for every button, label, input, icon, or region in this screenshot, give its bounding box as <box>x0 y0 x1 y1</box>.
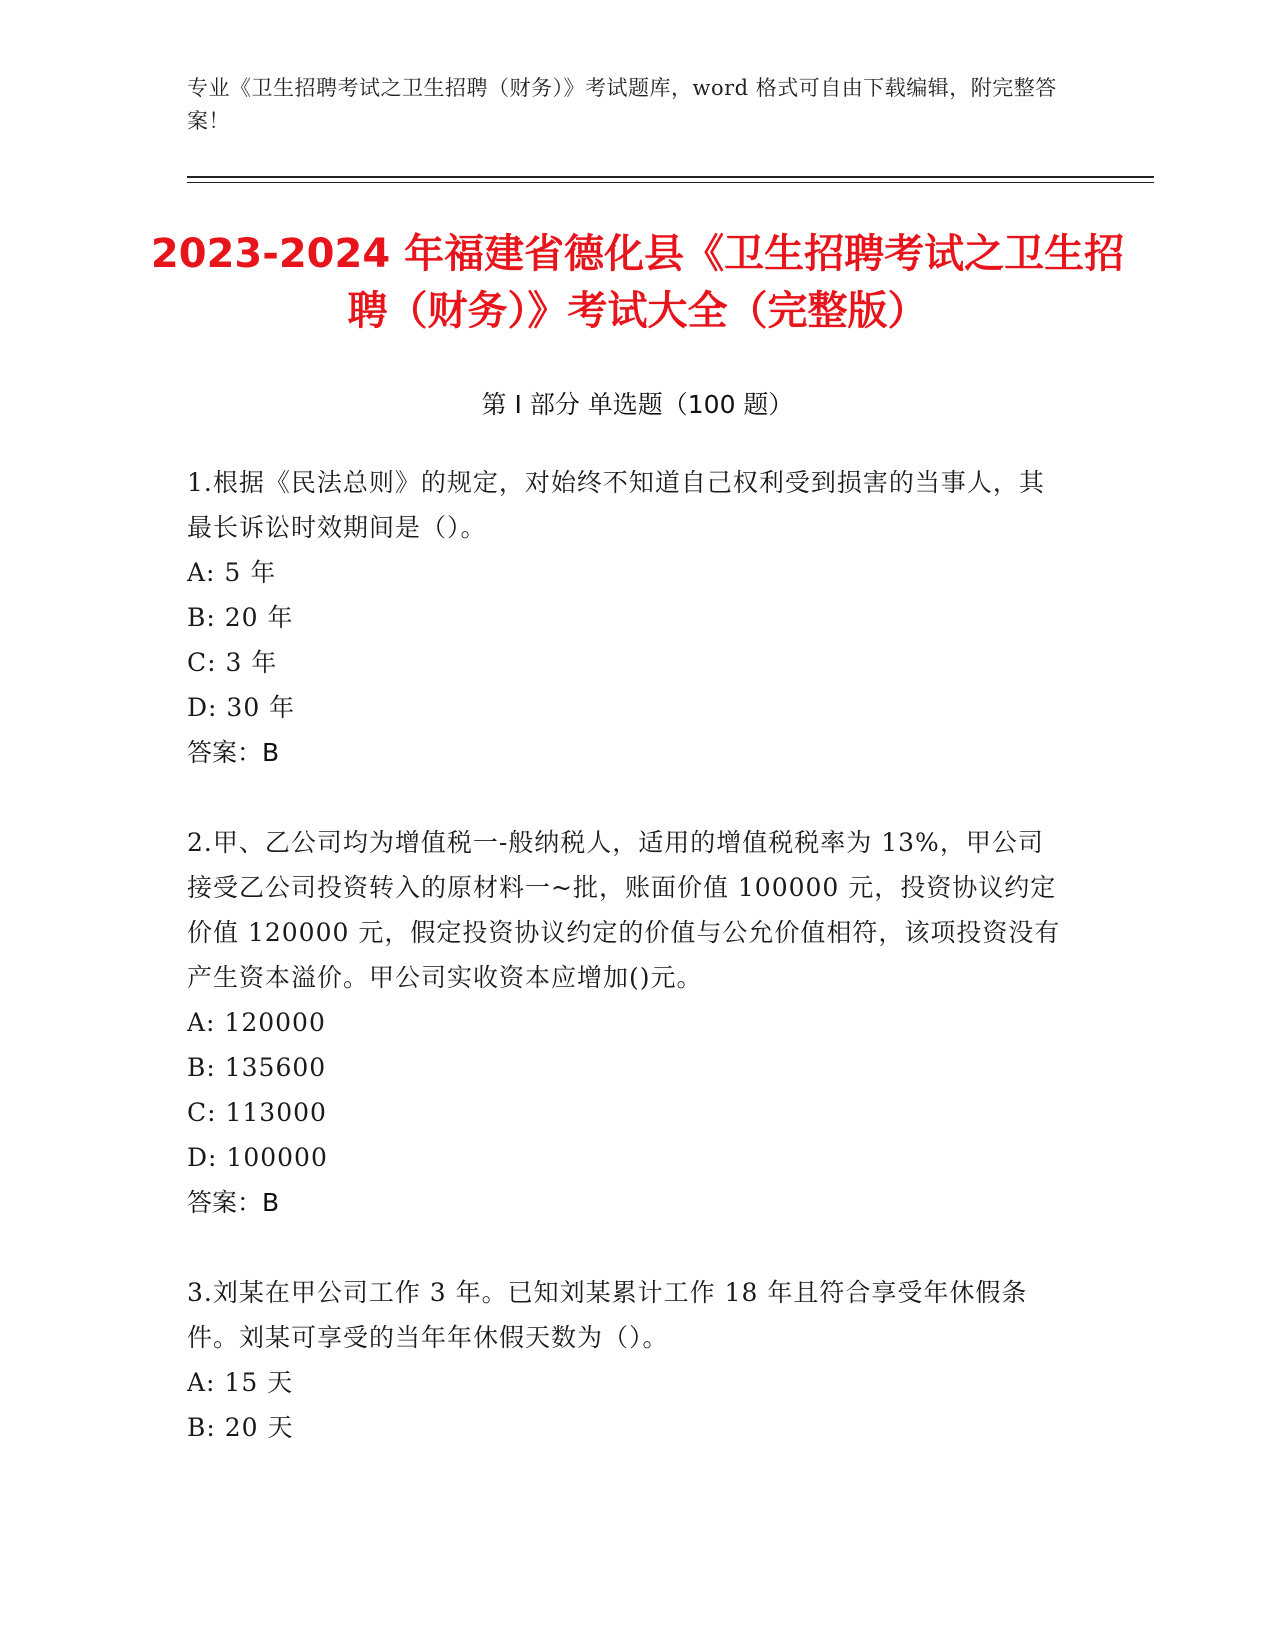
section-title: 第 I 部分 单选题（100 题） <box>481 390 794 419</box>
question-1 <box>187 460 1067 775</box>
header-divider <box>187 176 1154 178</box>
option-d: D: 100000 <box>187 1143 328 1172</box>
answer: 答案：B <box>187 738 280 767</box>
header-note: 专业《卫生招聘考试之卫生招聘（财务）》考试题库，word 格式可自由下载编辑，附完整答案！ <box>187 76 1057 133</box>
option-a: A: 120000 <box>187 1008 326 1037</box>
question-2 <box>187 820 1067 1225</box>
option-b: B: 20 天 <box>187 1413 294 1442</box>
option-d: D: 30 年 <box>187 693 296 722</box>
option-b: B: 20 年 <box>187 603 294 632</box>
header-divider-thin <box>187 182 1154 183</box>
option-b: B: 135600 <box>187 1053 327 1082</box>
question-stem: 3.刘某在甲公司工作 3 年。已知刘某累计工作 18 年且符合享受年休假条件。刘某可享受的当年年休假天数为（）。 <box>187 1278 1028 1352</box>
document-title: 2023-2024 年福建省德化县《卫生招聘考试之卫生招聘（财务）》考试大全（完整版） <box>150 231 1125 334</box>
question-stem: 1.根据《民法总则》的规定，对始终不知道自己权利受到损害的当事人，其最长诉讼时效期间是（）。 <box>187 468 1045 542</box>
option-c: C: 113000 <box>187 1098 327 1127</box>
option-c: C: 3 年 <box>187 648 278 677</box>
option-a: A: 15 天 <box>187 1368 294 1397</box>
answer: 答案：B <box>187 1188 280 1217</box>
question-3 <box>187 1270 1067 1450</box>
question-stem: 2.甲、乙公司均为增值税一-般纳税人，适用的增值税税率为 13%，甲公司接受乙公司投资转入的原材料一~批，账面价值 100000 元，投资协议约定价值 120000 元，假定投资协议约定的价值与公允价值相符，该项投资没有产生资本溢价。甲公司实收资本应增加()元。 <box>187 828 1061 992</box>
option-a: A: 5 年 <box>187 558 277 587</box>
